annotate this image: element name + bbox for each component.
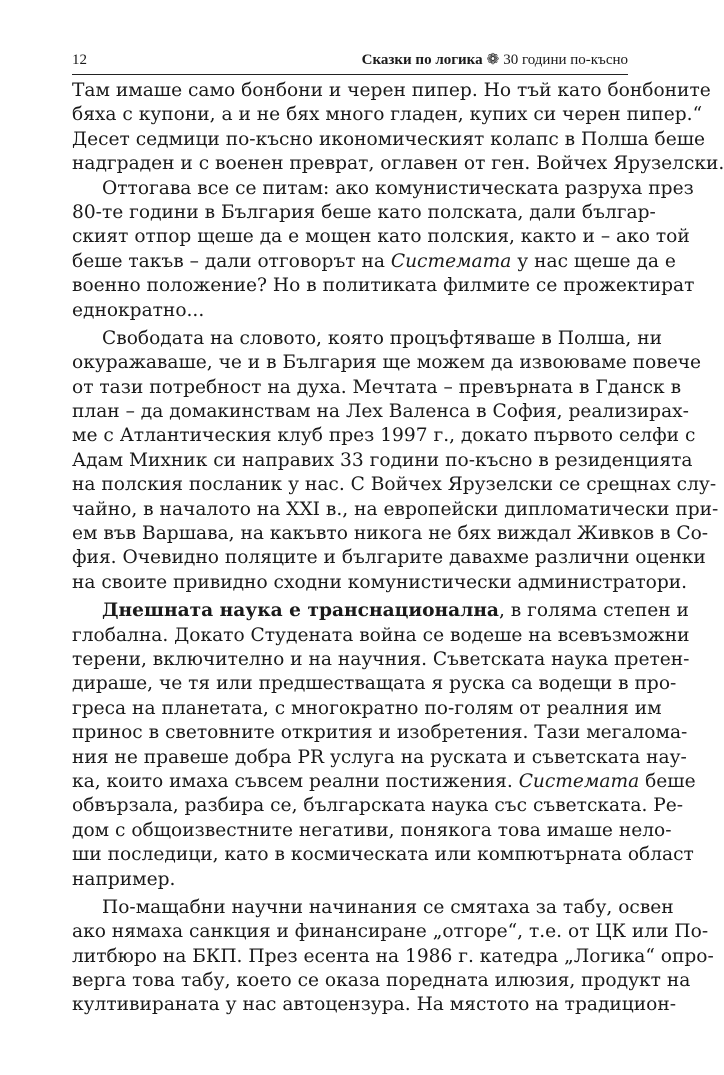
bold-lead-phrase: Днешната наука е транснационална [102,600,499,622]
header-rule [72,74,628,75]
text-line: на полския посланик у нас. С Войчех Ярузелски се срещнах слу- [72,474,717,496]
text-line: от тази потребност на духа. Мечтата – превърната в Гданск в [72,376,682,398]
text-line: верга това табу, което се оказа поредната илюзия, продукт на [72,970,691,992]
text-line: Там имаше само бонбони и черен пипер. Но тъй като бонбоните [72,80,711,101]
page-header [72,50,628,69]
text-line: фия. Очевидно поляците и българите давахме различни оценки [72,547,706,569]
book-title: Сказки по логика [361,52,483,68]
text-line: Адам Михник си направих 33 години по-късно в резиденцията [72,449,693,471]
body-text [72,79,724,1018]
text-line: принос в световните открития и изобретения. Тази мегалома- [72,722,688,744]
emphasis-term: Системата [390,250,512,272]
text-line: ският отпор щеше да е мощен като полския, както и – ако той [72,226,690,248]
text-line: Десет седмици по-късно икономическият колапс в Полша беше [72,128,706,150]
text-line: план – да домакинствам на Лех Валенса в София, реализирах- [72,401,689,423]
text-line: 80-те години в България беше като полската, дали българ- [72,201,656,223]
flower-ornament-icon: ❁ [486,52,500,68]
text-line: надграден и с военен преврат, оглавен от ген. Войчех Ярузелски. [72,153,724,175]
text-line: глобална. Докато Студената война се водеше на всевъзможни [72,624,690,646]
text-line: Днешната наука е транснационална, в голяма степен и [102,600,689,622]
page-number: 12 [72,52,87,68]
text-line: ем във Варшава, на какъвто никога не бях виждал Живков в Со- [72,523,709,545]
text-line: ка, които имаха съвсем реални постижения. Системата беше [72,770,696,792]
running-head [362,50,628,69]
text-line: ако нямаха санкция и финансиране „отгоре“, т.е. от ЦК или По- [72,921,709,943]
text-line: литбюро на БКП. През есента на 1986 г. катедра „Логика“ опро- [72,945,714,967]
text-line: греса на планетата, с многократно по-голям от реалния им [72,697,662,719]
text-line: еднократно... [72,299,205,321]
book-subtitle: 30 години по-късно [503,52,628,68]
text-line: дом с общоизвестните негативи, понякога това имаше нело- [72,819,672,841]
text-line: военно положение? Но в политиката филмите се прожектират [72,275,695,297]
emphasis-term: Системата [518,770,640,792]
text-line: чайно, в началото на XXI в., на европейски дипломатически при- [72,498,719,520]
text-line: ме с Атлантическия клуб през 1997 г., докато първото селфи с [72,425,696,447]
text-line: ши последици, като в космическата или компютърната област [72,844,694,866]
text-line: култивираната у нас автоцензура. На мястото на традицион- [72,994,677,1016]
text-line: ния не правеше добра PR услуга на руската и съветската нау- [72,746,687,768]
text-line: терени, включително и на научния. Съветската наука претен- [72,648,690,670]
text-line: По-мащабни научни начинания се смятаха за табу, освен [102,896,674,918]
text-line: обвързала, разбира се, българската наука със съветската. Ре- [72,795,684,817]
text-line: Свободата на словото, която процъфтяваше в Полша, ни [102,327,662,349]
text-line: бяха с купони, а и не бях много гладен, купих си черен пипер.“ [72,104,703,126]
text-line: например. [72,868,176,890]
text-line: окуражаваше, че и в България ще можем да извоюваме повече [72,352,702,374]
text-line: дираше, че тя или предшестващата я руска са водещи в про- [72,673,677,695]
text-line: на своите привидно сходни комунистически администратори. [72,571,688,593]
text-line: беше такъв – дали отговорът на Системата у нас щеше да е [72,250,676,272]
text-line: Оттогава все се питам: ако комунистическата разруха през [102,177,694,199]
